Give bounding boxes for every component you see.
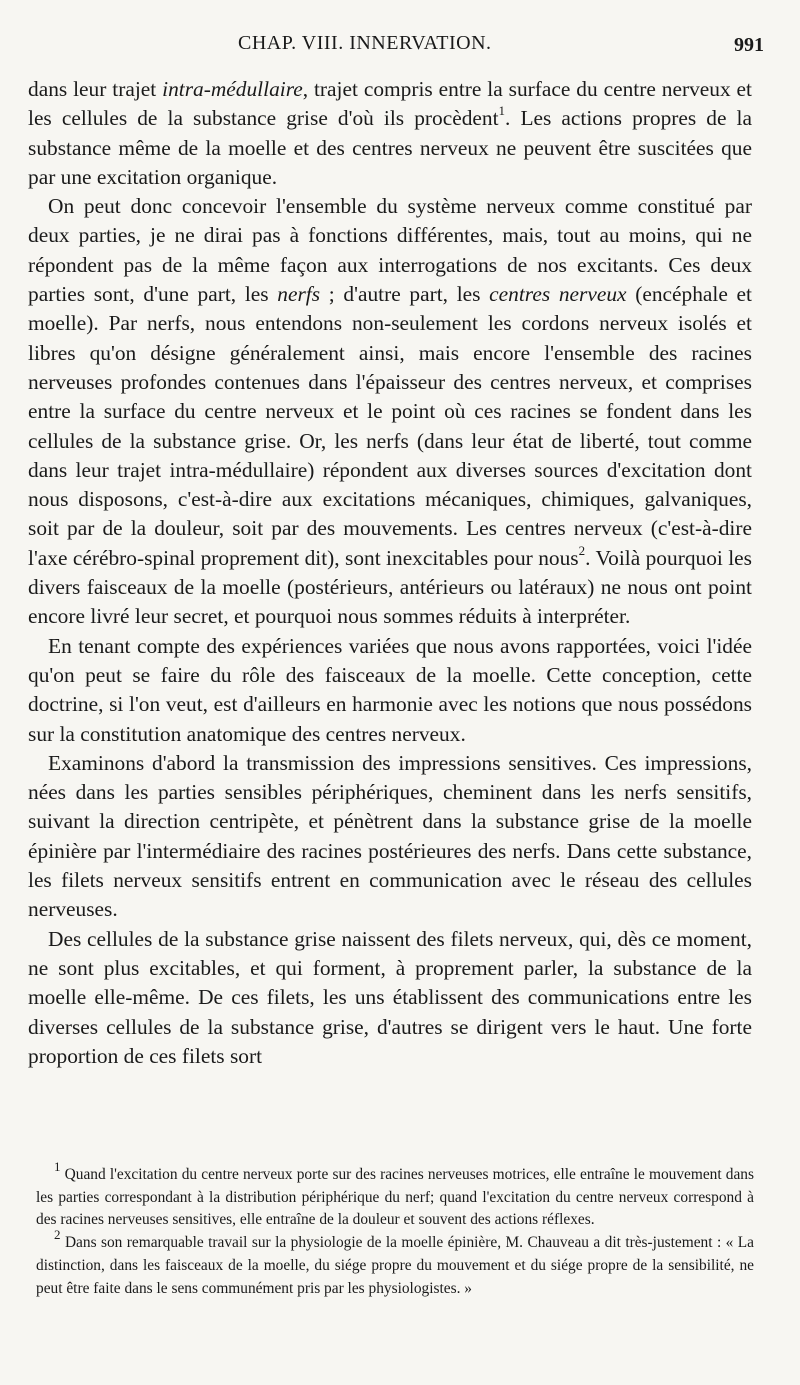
footnote-text: Dans son remarquable travail sur la physiologie de la moelle épinière, M. Chauveau a dit très-justement : « La distinction, dans les faisceaux de la moelle, du siége propre du mouvement et du siége propre de la sensibilité, ne peut être faite dans le sens communément pris par les physiologistes. » bbox=[36, 1234, 754, 1297]
paragraph-5: Des cellules de la substance grise naissent des filets nerveux, qui, dès ce moment, ne sont plus excitables, et qui forment, à proprement parler, la substance de la moelle elle-même. De ces filets, les uns établissent des communications entre les diverses cellules de la substance grise, d'autres se dirigent vers le haut. Une forte proportion de ces filets sort bbox=[28, 926, 752, 1068]
italic-term: nerfs bbox=[277, 282, 321, 307]
footnote-mark: 2 bbox=[54, 1226, 61, 1242]
footnote-ref-1: 1 bbox=[498, 103, 506, 119]
text-run: . Les actions propres de la substance même de la moelle et des centres nerveux ne peuvent être suscitées que par une excitation organique. bbox=[28, 106, 752, 189]
page-number: 991 bbox=[734, 34, 764, 56]
paragraph-3: En tenant compte des expériences variées que nous avons rapportées, voici l'idée qu'on peut se faire du rôle des faisceaux de la moelle. Cette conception, cette doctrine, si l'on veut, est d'ailleurs en harmonie avec les notions que nous possédons sur la constitution anatomique des centres nerveux. bbox=[28, 633, 752, 746]
paragraph-2 bbox=[28, 192, 752, 631]
italic-term: centres nerveux bbox=[489, 282, 627, 307]
footnote-text: Quand l'excitation du centre nerveux porte sur des racines nerveuses motrices, elle entraîne le mouvement dans les parties correspondant à la distribution périphérique du nerf; quand l'excitation du centre nerveux correspond à des racines nerveuses sensitives, elle entraîne de la douleur et souvent des actions réflexes. bbox=[36, 1166, 754, 1229]
text-run: dans leur trajet bbox=[28, 77, 163, 101]
text-run: , trajet compris entre la surface du centre nerveux et les cellules de la substance grise d'où ils procèdent bbox=[28, 77, 752, 131]
main-text bbox=[28, 75, 752, 1071]
italic-term: intra-médullaire bbox=[162, 77, 303, 101]
text-run: ; d'autre part, les bbox=[320, 282, 490, 307]
footnote-mark: 1 bbox=[54, 1158, 61, 1174]
text-run: . Voilà pourquoi les divers faisceaux de la moelle (postérieurs, antérieurs ou latéraux) ne nous ont point encore livré leur secret, et pourquoi nous sommes réduits à interpréter. bbox=[28, 545, 752, 629]
text-run: (encéphale et moelle). Par nerfs, nous entendons non-seulement les cordons nerveux isolés et libres qu'on désigne généralement ainsi, mais encore l'ensemble des racines nerveuses profondes contenues dans l'épaisseur des centres nerveux, et comprises entre la surface du centre nerveux et le point où ces racines se fondent dans les cellules de la substance grise. Or, les nerfs (dans leur état de liberté, tout comme dans leur trajet intra-médullaire) répondent aux diverses sources d'excitation dont nous disposons, c'est-à-dire aux excitations mécaniques, chimiques, galvaniques, soit par de la douleur, soit par des mouvements. Les centres nerveux (c'est-à-dire l'axe cérébro-spinal proprement dit), sont inexcitables pour nous bbox=[28, 282, 752, 570]
footnotes bbox=[36, 1158, 754, 1300]
footnote-ref-2: 2 bbox=[578, 542, 586, 558]
footnote-1 bbox=[36, 1158, 754, 1232]
footnote-2 bbox=[36, 1226, 754, 1300]
running-title: CHAP. VIII. INNERVATION. bbox=[238, 32, 492, 54]
text-run: On peut donc concevoir l'ensemble du système nerveux comme constitué par deux parties, je ne dirai pas à fonctions différentes, mais, tout au moins, qui ne répondent pas de la même façon aux interrogations de nos excitants. Ces deux parties sont, d'une part, les bbox=[28, 194, 752, 307]
running-header bbox=[28, 32, 764, 64]
paragraph-4: Examinons d'abord la transmission des impressions sensitives. Ces impressions, nées dans les parties sensibles périphériques, cheminent dans les nerfs sensitifs, suivant la direction centripète, et pénètrent dans la substance grise de la moelle épinière par l'intermédiaire des racines postérieures des nerfs. Dans cette substance, les filets nerveux sensitifs entrent en communication avec le réseau des cellules nerveuses. bbox=[28, 750, 752, 922]
paragraph-1 bbox=[28, 75, 752, 192]
